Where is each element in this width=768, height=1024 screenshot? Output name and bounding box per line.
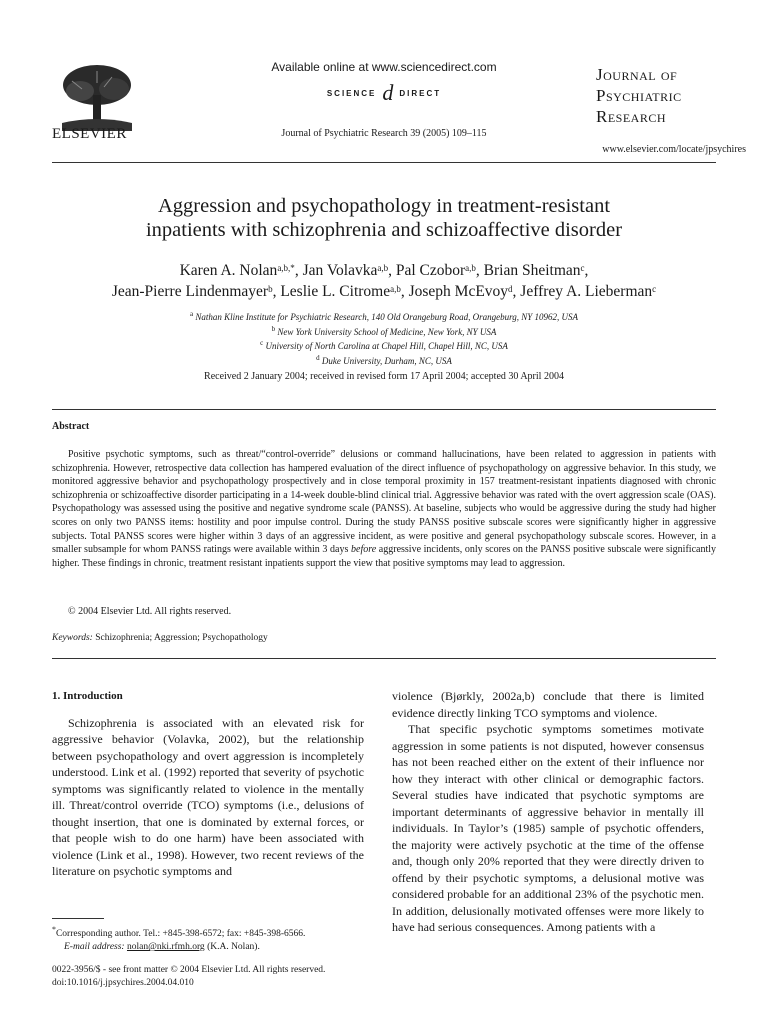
author-affil: a,b (465, 263, 476, 273)
header-divider (52, 162, 716, 163)
author-name[interactable]: Pal Czobor (395, 262, 466, 279)
affiliations (52, 309, 716, 367)
abstract-heading: Abstract (52, 421, 90, 432)
author-affil: a,b (377, 263, 389, 273)
affil-text: Duke University, Durham, NC, USA (321, 355, 452, 366)
affil-mark: d (316, 353, 320, 362)
sciencedirect-logo[interactable] (246, 80, 522, 106)
abstract-copyright: © 2004 Elsevier Ltd. All rights reserved. (68, 606, 232, 617)
affil-mark: c (260, 339, 264, 347)
journal-title-line: Journal of (596, 65, 678, 84)
abstract-bottom-divider (52, 658, 716, 659)
front-matter: 0022-3956/$ - see front matter © 2004 Elsevier Ltd. All rights reserved. (52, 965, 326, 975)
title-line: Aggression and psychopathology in treatment-resistant (157, 195, 611, 217)
email-label: E-mail address: (64, 942, 125, 953)
available-online-link[interactable]: Available online at www.sciencedirect.com (271, 60, 497, 74)
abstract-italic: before (351, 544, 377, 556)
affiliation-item (52, 338, 716, 353)
keywords (52, 633, 268, 643)
journal-title (596, 64, 746, 127)
sd-circle-mark-icon: d (382, 80, 394, 105)
affil-text: Nathan Kline Institute for Psychiatric Research, 140 Old Orangeburg Road, Orangeburg, NY 10962, USA (195, 312, 579, 322)
footnote-mark: * (52, 925, 56, 934)
sd-right-text: DIRECT (399, 88, 442, 98)
right-column (392, 688, 704, 936)
affil-mark: b (271, 324, 276, 333)
email-line (52, 941, 372, 954)
abstract-body (52, 448, 716, 570)
publisher-name: ELSEVIER (52, 126, 127, 142)
affiliation-item (52, 309, 716, 324)
author-affil: a,b (390, 284, 401, 294)
footnote (52, 923, 372, 954)
abstract-text: Positive psychotic symptoms, such as threat/“control-override” delusions or command hallucinations, have been related to aggression in patients with schizophrenia. However, retrospective data collection has hampered evaluation of the direct influence of psychopathology on aggressive behavior. In this study, we monitored aggressive behavior and psychopathology prospectively and in close temporal proximity in 157 treatment-resistant inpatients diagnosed with chronic schizophrenia or schizoaffective disorder participating in a 14-week double-blind clinical trial. Aggressive behavior was rated with the overt aggression scale (OAS). Psychopathology was assessed using the positive and negative syndrome scale (PANSS). At baseline, subjects who would be aggressive during the study had higher scores on only two PANSS items: hostility and poor impulse control. During the study PANSS positive subscale scores were significantly higher in aggressive subjects. Total PANSS scores were higher within 3 days of an aggressive incident, as were positive and general psychopathology subscale scores. However, in a smaller subsample for whom PANSS ratings were available within 3 days (52, 449, 716, 556)
author-name[interactable]: Jean-Pierre Lindenmayer (111, 283, 269, 300)
article-title (52, 194, 716, 242)
journal-title-line: Psychiatric (596, 86, 682, 105)
footnote-text: Corresponding author. Tel.: +845-398-6572; fax: +845-398-6566. (55, 929, 306, 940)
author-affil: c (580, 263, 585, 273)
author-affil: a,b,* (277, 263, 295, 273)
doi-link[interactable]: doi:10.1016/j.jpsychires.2004.04.010 (52, 978, 194, 988)
author-name[interactable]: Joseph McEvoy (408, 283, 509, 300)
section-heading: 1. Introduction (52, 690, 123, 702)
journal-citation: Journal of Psychiatric Research 39 (2005) 109–115 (281, 128, 487, 139)
author-name[interactable]: Leslie L. Citrome (280, 283, 391, 300)
author-name[interactable]: Karen A. Nolan (179, 262, 278, 279)
title-line: inpatients with schizophrenia and schizoaffective disorder (145, 219, 623, 241)
footer-info (52, 964, 325, 990)
paragraph: violence (Bjørkly, 2002a,b) conclude that there is limited evidence directly linking TCO symptoms and violence. (392, 689, 704, 720)
author-affil: d (508, 284, 513, 294)
affiliation-item (52, 324, 716, 339)
footnote-divider (52, 918, 104, 919)
author-list (52, 260, 716, 302)
affil-text: University of North Carolina at Chapel Hill, Chapel Hill, NC, USA (265, 341, 508, 351)
paragraph: Schizophrenia is associated with an elevated risk for aggressive behavior (Volavka, 2002), but the relationship between psychopathology and overt aggression is incompletely understood. Link et al. (1992) reported that severity of psychotic symptoms was significantly related to violence in the mentally ill. Threat/control override (TCO) symptoms (i.e., delusions of thought insertion, that one is dominated by external forces, or that people wish to do one harm) have been associated with violence (Link et al., 1998). However, two recent reviews of the literature on psychotic symptoms and (52, 715, 364, 878)
affiliation-item (52, 353, 716, 368)
sd-left-text: SCIENCE (326, 88, 377, 98)
keywords-list: Schizophrenia; Aggression; Psychopathology (95, 633, 268, 643)
journal-url-link[interactable]: www.elsevier.com/locate/jpsychires (602, 144, 746, 155)
affil-mark: a (189, 310, 194, 318)
author-name[interactable]: Jan Volavka (302, 262, 378, 279)
abstract-text: aggressive incidents, only scores on the PANSS positive subscale were significantly higher. These findings in chronic, treatment resistant inpatients support the view that positive symptoms may lead to aggression. (52, 544, 716, 569)
abstract-top-divider (52, 409, 716, 410)
email-link[interactable]: nolan@nki.rfmh.org (126, 942, 205, 953)
article-dates: Received 2 January 2004; received in revised form 17 April 2004; accepted 30 April 2004 (204, 371, 564, 382)
affil-text: New York University School of Medicine, New York, NY USA (277, 326, 497, 337)
author-name[interactable]: Jeffrey A. Lieberman (520, 283, 653, 300)
authors-line-1: Karen A. Nolan$^{a,b,*}$, Jan Volavka$^{a,b}$, Pal Czobor$^{a,b}$, Brian Sheitman$^c$, (179, 262, 589, 279)
left-column (52, 688, 364, 880)
author-affil: b (268, 284, 273, 294)
author-affil: c (652, 284, 657, 294)
email-suffix: (K.A. Nolan). (207, 942, 260, 953)
author-name[interactable]: Brian Sheitman (483, 262, 581, 279)
authors-line-2: Jean-Pierre Lindenmayer$^b$, Leslie L. Citrome$^{a,b}$, Joseph McEvoy$^d$, Jeffrey A. Lieberman$^c$ (111, 283, 657, 300)
corresponding-author (52, 923, 372, 941)
keywords-label: Keywords: (52, 633, 93, 643)
paragraph: That specific psychotic symptoms sometimes motivate aggression in some patients is not disputed, however consensus has not been reached either on the extent of their influence nor how they interact with other clinical or demographic factors. Several studies have indicated that psychotic symptoms are important determinants of aggressive behavior in mentally ill individuals. In Taylor’s (1985) sample of psychotic offenders, the majority were actively psychotic at the time of the offense and, though only 20% reported that they were directly driven to offend by their psychotic symptoms, a delusional motive was considered probable for an additional 23% of the psychotic men. In addition, delusionally motivated offenses were more likely to have had serious consequences. Among patients with a (392, 722, 704, 934)
journal-title-line: Research (596, 107, 667, 126)
